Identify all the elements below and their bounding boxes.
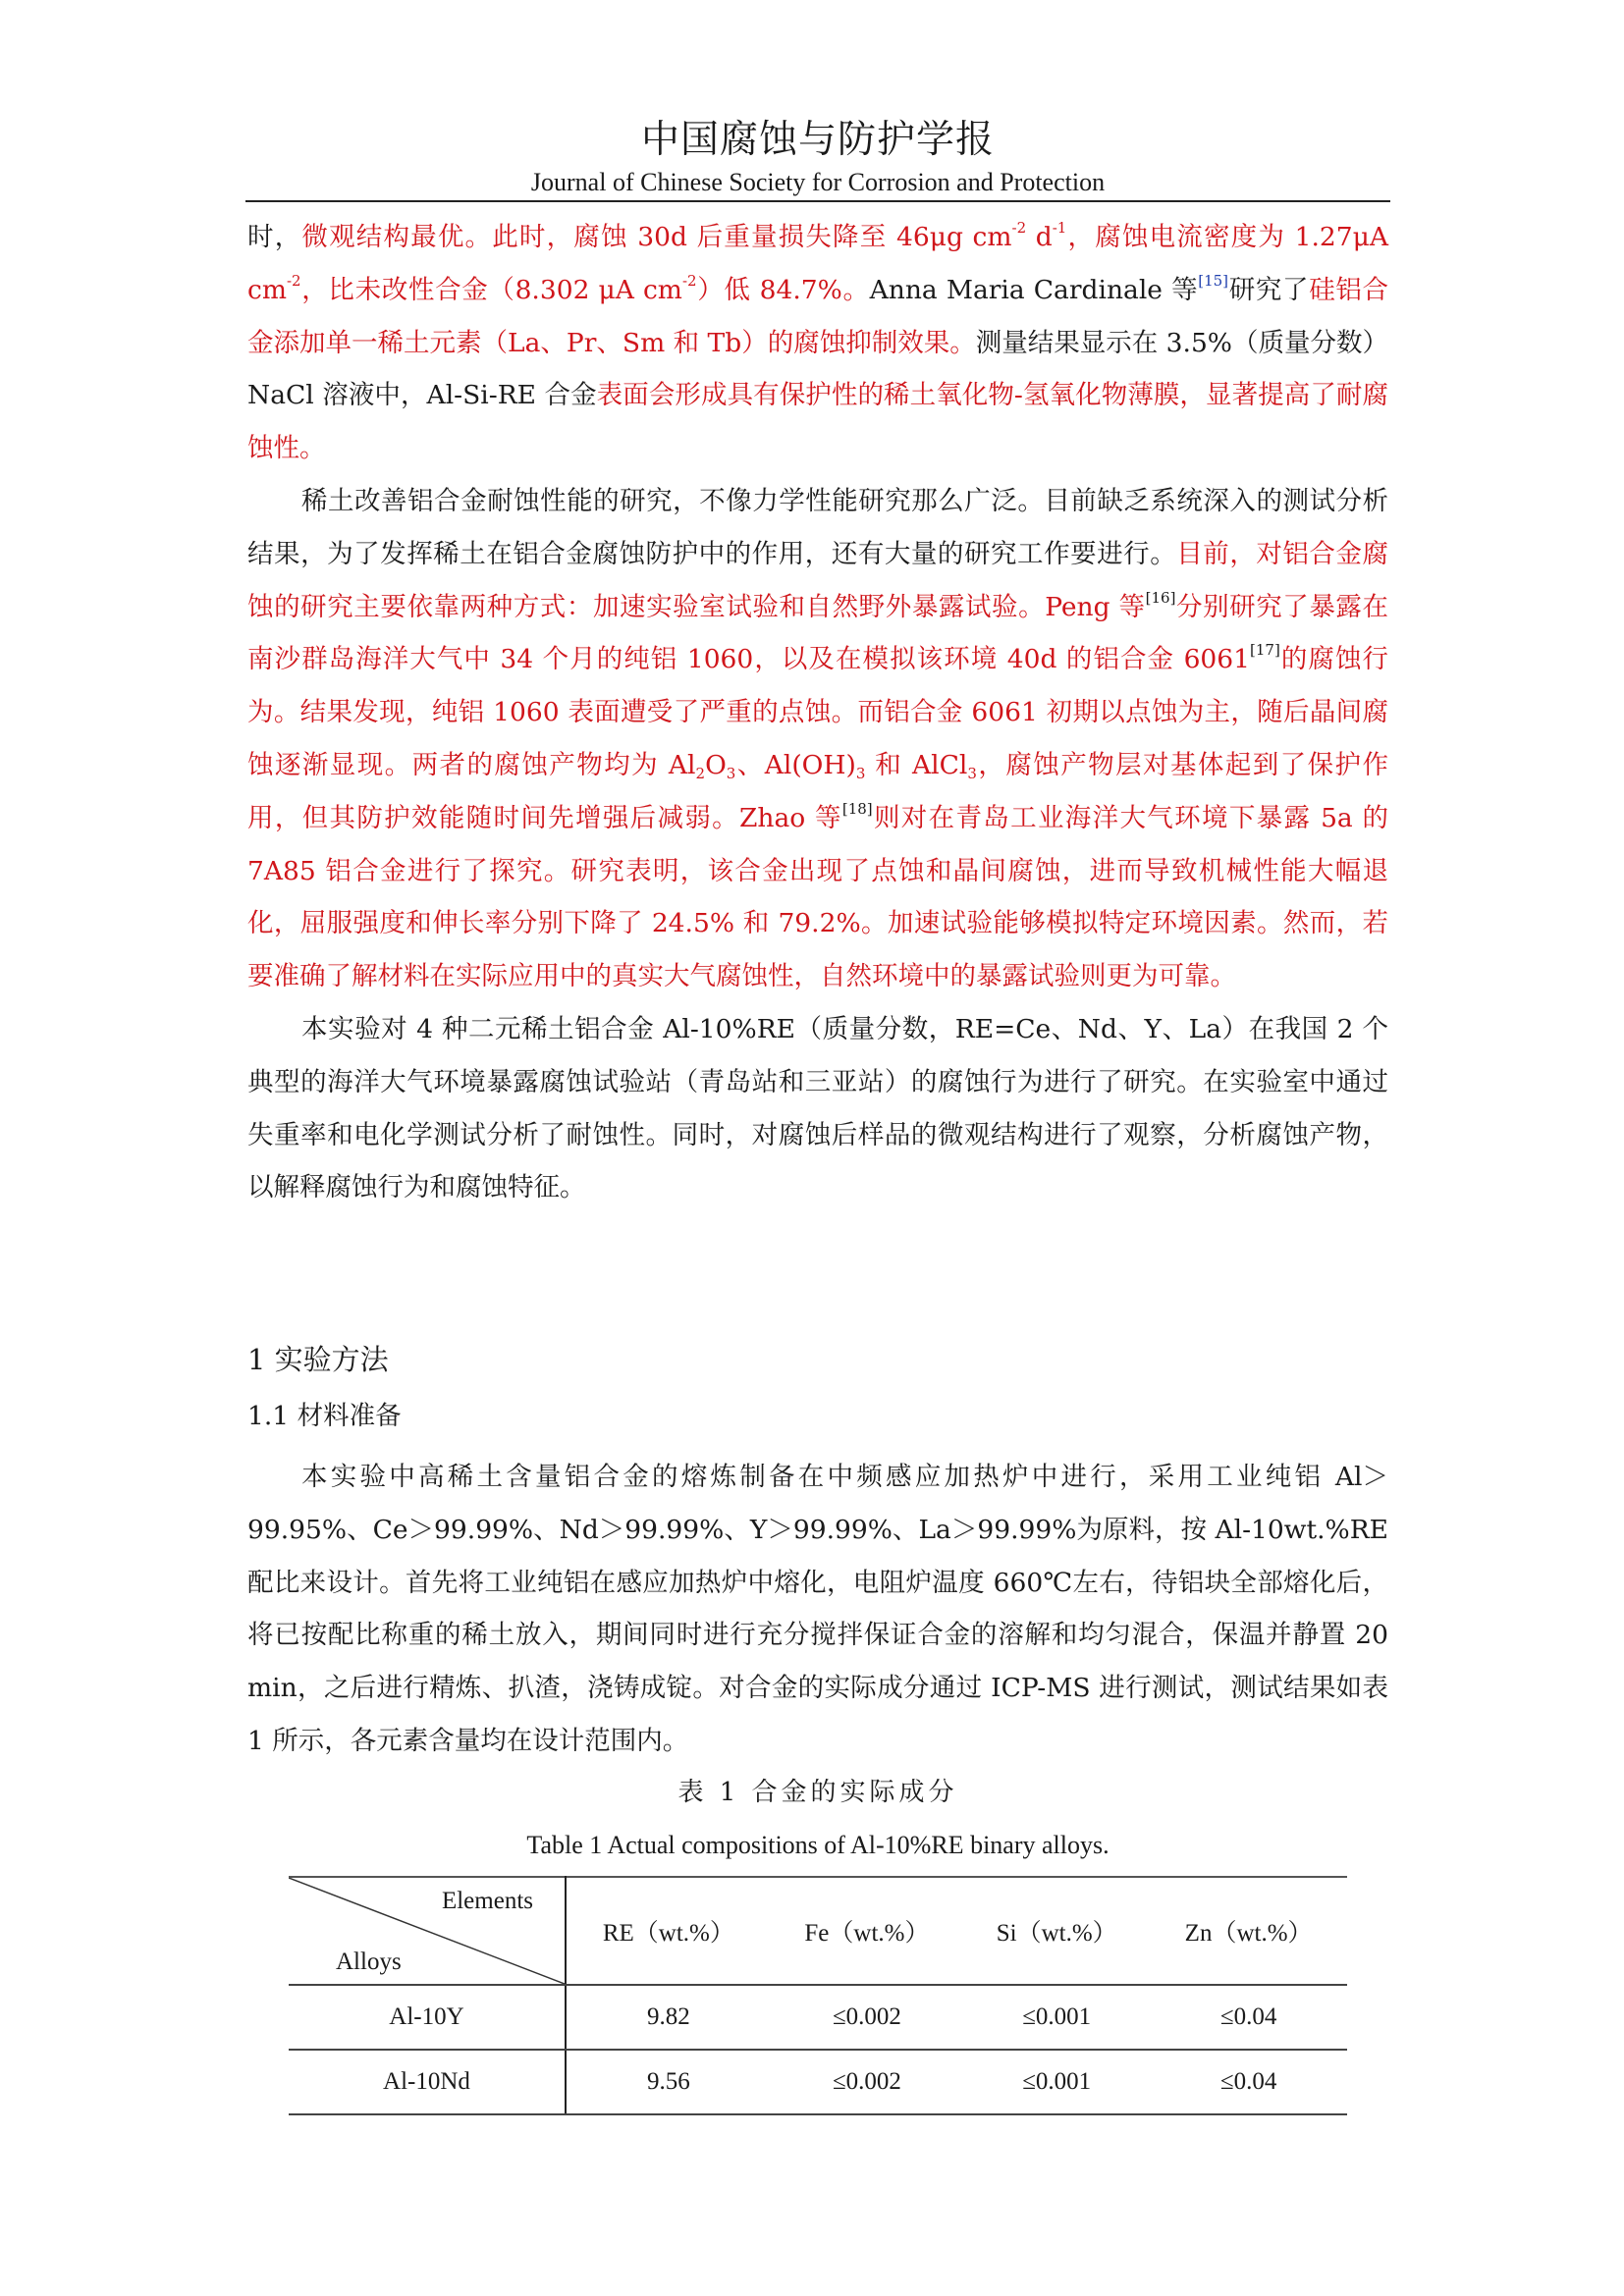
text-span: 则对在青岛工业海洋大气环境下暴露 5a 的 7A85 铝合金进行了探究。研究表明，该合金出现了点蚀和晶间腐蚀，进而导致机械性能大幅退化，屈服强度和伸长率分别下降了 24.5% 和 79.2%。加速试验能够模拟特定环境因素。然而，若要准确了解材料在实际应用中的真实大气腐蚀性，自然环境中的暴露试验则更为可靠。	[247, 802, 1388, 992]
citation-ref[interactable]: [15]	[1198, 271, 1229, 290]
text-span: 研究了	[1228, 274, 1310, 305]
section-heading: 1 实验方法	[247, 1343, 389, 1376]
corner-cell	[289, 1877, 566, 1985]
table-caption-cn: 表 1 合金的实际成分	[677, 1778, 958, 1807]
citation-ref[interactable]: [16]	[1145, 588, 1176, 607]
text-span: 的腐蚀行为。结果发现，纯铝 1060 表面遭受了严重的点蚀。而铝合金 6061 初期以点蚀为主，随后晶间腐蚀逐渐显现。两者的腐蚀产物均为	[247, 644, 1389, 780]
superscript: -2	[1011, 219, 1027, 237]
subscript: 3	[855, 764, 866, 782]
superscript: -1	[1052, 219, 1067, 237]
text-span: Anna Maria Cardinale 等	[869, 274, 1199, 305]
journal-title-en: Journal of Chinese Society for Corrosion and Protection	[530, 168, 1106, 196]
text-span: 稀土改善铝合金耐蚀性能的研究，不像力学性能研究那么广泛。目前缺乏系统深入的测试分析结果，为了发挥稀土在铝合金腐蚀防护中的作用，还有大量的研究工作要进行。	[247, 485, 1388, 569]
subscript: 3	[967, 764, 977, 782]
subscript: 2	[695, 764, 706, 782]
citation-ref[interactable]: [17]	[1250, 641, 1280, 660]
value-cell: ≤0.001	[963, 2050, 1150, 2114]
text-span: 测量结果显示在 3.5%（质量分数） NaCl 溶液中，Al-Si-RE 合金	[247, 327, 1388, 411]
highlighted-text	[247, 219, 1389, 305]
formula-part: 、Al(OH)	[735, 749, 856, 780]
superscript: -2	[681, 271, 697, 290]
main-text	[247, 211, 1388, 1214]
text-span: 时，	[247, 222, 302, 252]
value-cell: 9.56	[566, 2050, 771, 2114]
corner-label-elements: Elements	[441, 1888, 533, 1914]
paragraph-2	[247, 475, 1388, 1003]
corner-label-alloys: Alloys	[336, 1949, 402, 1975]
value-cell: ≤0.04	[1150, 1985, 1347, 2050]
column-header: Zn（wt.%）	[1150, 1877, 1347, 1985]
table-row	[289, 2050, 1347, 2114]
paragraph-4: 本实验中高稀土含量铝合金的熔炼制备在中频感应加热炉中进行，采用工业纯铝 Al＞99.95%、Ce＞99.99%、Nd＞99.99%、Y＞99.99%、La＞99.99%为原料，按 Al-10wt.%RE 配比来设计。首先将工业纯铝在感应加热炉中熔化，电阻炉温度 660℃左右，待铝块全部熔化后，将已按配比称重的稀土放入，期间同时进行充分搅拌保证合金的溶解和均匀混合，保温并静置 20 min，之后进行精炼、扒渣，浇铸成锭。对合金的实际成分通过 ICP-MS 进行测试，测试结果如表 1 所示，各元素含量均在设计范围内。	[247, 1462, 1388, 1756]
alloy-cell: Al-10Nd	[289, 2050, 566, 2114]
column-header: RE（wt.%）	[566, 1877, 771, 1985]
column-header: Fe（wt.%）	[771, 1877, 963, 1985]
value-cell: ≤0.002	[771, 1985, 963, 2050]
paragraph-3: 本实验对 4 种二元稀土铝合金 Al-10%RE（质量分数，RE=Ce、Nd、Y、La）在我国 2 个典型的海洋大气环境暴露腐蚀试验站（青岛站和三亚站）的腐蚀行为进行了研究。在实验室中通过失重率和电化学测试分析了耐蚀性。同时，对腐蚀后样品的微观结构进行了观察，分析腐蚀产物，以解释腐蚀行为和腐蚀特征。	[247, 1013, 1388, 1203]
highlighted-text: 表面会形成具有保护性的稀土氧化物-氢氧化物薄膜，显著提高了耐腐蚀性。	[247, 380, 1388, 464]
value-cell: ≤0.04	[1150, 2050, 1347, 2114]
value-cell: 9.82	[566, 1985, 771, 2050]
formula-part: Al	[668, 749, 696, 780]
highlighted-text: 硅铝合金添加单一稀土元素（La、Pr、Sm 和 Tb）的腐蚀抑制效果。	[247, 274, 1389, 358]
composition-table	[289, 1876, 1347, 2115]
table-caption-en: Table 1 Actual compositions of Al-10%RE binary alloys.	[526, 1831, 1110, 1859]
subscript: 3	[726, 764, 736, 782]
text-span: d	[1026, 222, 1053, 252]
journal-title-cn: 中国腐蚀与防护学报	[640, 118, 995, 162]
table-header-row	[289, 1877, 1347, 1985]
value-cell: ≤0.002	[771, 2050, 963, 2114]
header-rule	[245, 200, 1390, 202]
text-span: ，腐蚀产物层对基体起到了保护作用，但其防护效能随时间先增强后减弱。Zhao 等	[247, 749, 1388, 833]
formula-part: O	[705, 749, 727, 780]
subsection-heading: 1.1 材料准备	[247, 1401, 402, 1431]
citation-ref[interactable]: [18]	[841, 799, 873, 818]
formula-part: 和 AlCl	[865, 749, 968, 780]
journal-header	[245, 116, 1390, 198]
text-span: 分别研究了暴露在南沙群岛海洋大气中 34 个月的纯铝 1060，以及在模拟该环境 40d 的铝合金 6061	[247, 591, 1389, 675]
highlighted-text	[247, 539, 1388, 991]
text-span: 目前，对铝合金腐蚀的研究主要依靠两种方式：加速实验室试验和自然野外暴露试验。Peng 等	[247, 538, 1389, 622]
text-span: ）低 84.7%。	[696, 274, 870, 305]
value-cell: ≤0.001	[963, 1985, 1150, 2050]
table-row	[289, 1985, 1347, 2050]
text-span: ，腐蚀电流密度为 1.27μA cm	[247, 222, 1389, 305]
column-header: Si（wt.%）	[963, 1877, 1150, 1985]
text-span: ，比未改性合金（8.302 μA cm	[300, 274, 682, 305]
methods-text	[247, 1451, 1388, 1768]
text-span: 微观结构最优。此时，腐蚀 30d 后重量损失降至 46μg cm	[301, 222, 1012, 252]
paragraph-1	[247, 211, 1388, 475]
alloy-cell: Al-10Y	[289, 1985, 566, 2050]
superscript: -2	[286, 271, 301, 290]
